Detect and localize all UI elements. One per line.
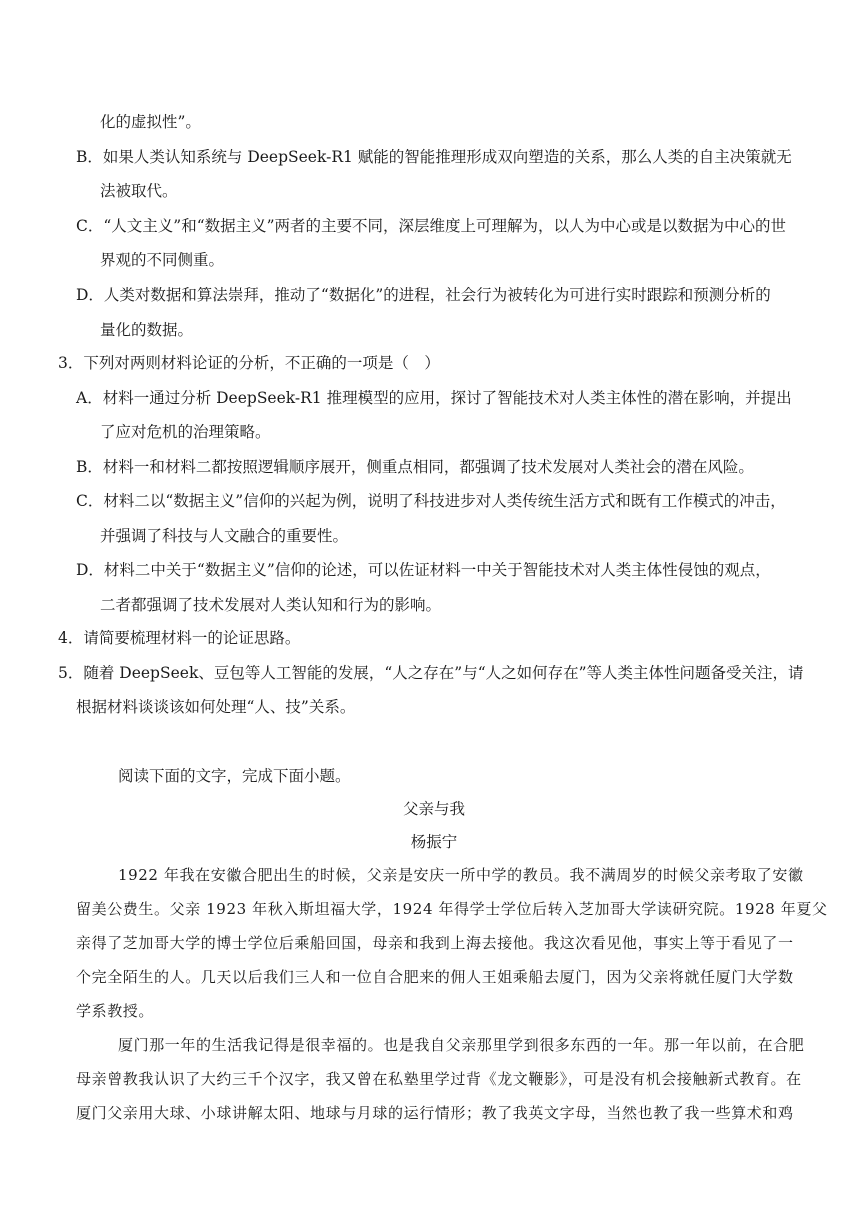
- option-line: 二者都强调了技术发展对人类认知和行为的影响。: [100, 596, 442, 614]
- paragraph-line: 留美公费生。父亲 1923 年秋入斯坦福大学，1924 年得学士学位后转入芝加哥大学读研究院。1928 年夏父: [76, 900, 828, 918]
- paragraph-line: 厦门父亲用大球、小球讲解太阳、地球与月球的运行情形；教了我英文字母，当然也教了我一些算术和鸡: [76, 1104, 794, 1122]
- paragraph-line: 厦门那一年的生活我记得是很幸福的。也是我自父亲那里学到很多东西的一年。那一年以前，在合肥: [118, 1036, 805, 1054]
- option-line: 量化的数据。: [100, 321, 194, 339]
- paragraph-line: 个完全陌生的人。几天以后我们三人和一位自合肥来的佣人王姐乘船去厦门，因为父亲将就任厦门大学数: [76, 968, 794, 986]
- option-b-line: B．材料一和材料二都按照逻辑顺序展开，侧重点相同，都强调了技术发展对人类社会的潜在风险。: [76, 458, 754, 476]
- option-line: 法被取代。: [100, 182, 178, 200]
- option-line: 界观的不同侧重。: [100, 251, 225, 269]
- passage-title: 父亲与我: [402, 800, 465, 818]
- paragraph-line: 亲得了芝加哥大学的博士学位后乘船回国，母亲和我到上海去接他。我这次看见他，事实上等于看见了一: [76, 934, 794, 952]
- option-c-line: C．“人文主义”和“数据主义”两者的主要不同，深层维度上可理解为，以人为中心或是以数据为中心的世: [76, 217, 787, 235]
- option-line: 并强调了科技与人文融合的重要性。: [100, 527, 349, 545]
- option-a-line: A．材料一通过分析 DeepSeek-R1 推理模型的应用，探讨了智能技术对人类主体性的潜在影响，并提出: [76, 389, 792, 407]
- option-line: 了应对危机的治理策略。: [100, 423, 271, 441]
- paragraph-line: 母亲曾教我认识了大约三千个汉字，我又曾在私塾里学过背《龙文鞭影》，可是没有机会接触新式教育。在: [76, 1070, 802, 1088]
- option-line: 化的虚拟性”。: [100, 113, 201, 131]
- question-5-line1: 5．随着 DeepSeek、豆包等人工智能的发展，“人之存在”与“人之如何存在”等人类主体性问题备受关注，请: [58, 664, 804, 682]
- option-d-line: D．人类对数据和算法崇拜，推动了“数据化”的进程，社会行为被转化为可进行实时跟踪和预测分析的: [76, 286, 771, 304]
- question-5-line2: 根据材料谈谈该如何处理“人、技”关系。: [76, 698, 356, 716]
- reading-instruction: 阅读下面的文字，完成下面小题。: [118, 767, 351, 785]
- option-d-line: D．材料二中关于“数据主义”信仰的论述，可以佐证材料一中关于智能技术对人类主体性侵蚀的观点，: [76, 561, 771, 579]
- option-c-line: C．材料二以“数据主义”信仰的兴起为例，说明了科技进步对人类传统生活方式和既有工作模式的冲击，: [76, 492, 786, 510]
- question-4: 4．请简要梳理材料一的论证思路。: [58, 629, 301, 647]
- passage-author: 杨振宁: [410, 833, 458, 851]
- paragraph-line: 学系教授。: [76, 1002, 155, 1020]
- paragraph-line: 1922 年我在安徽合肥出生的时候，父亲是安庆一所中学的教员。我不满周岁的时候父亲考取了安徽: [118, 866, 804, 884]
- question-3-stem: 3．下列对两则材料论证的分析，不正确的一项是（ ）: [58, 354, 440, 372]
- option-b-line: B．如果人类认知系统与 DeepSeek-R1 赋能的智能推理形成双向塑造的关系，那么人类的自主决策就无: [76, 148, 792, 166]
